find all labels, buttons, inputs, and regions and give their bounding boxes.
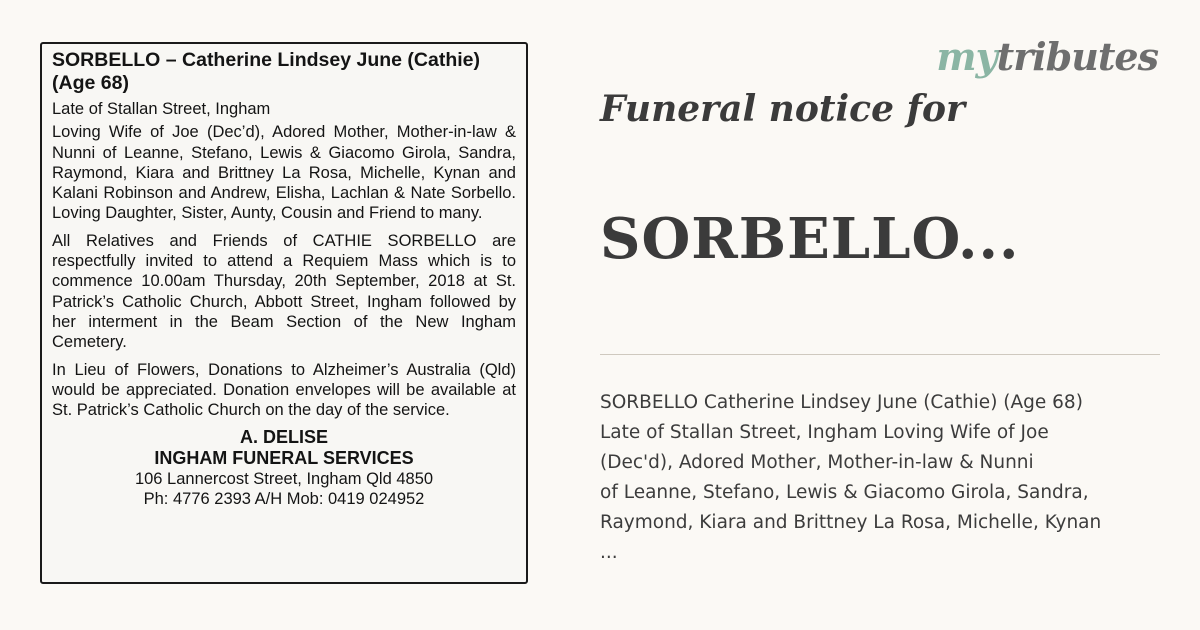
funeral-company-name: INGHAM FUNERAL SERVICES — [154, 448, 414, 469]
notice-address: Late of Stallan Street, Ingham — [52, 100, 271, 118]
summary-line: Raymond, Kiara and Brittney La Rosa, Michelle, Kynan — [600, 512, 1102, 533]
notice-donations: In Lieu of Flowers, Donations to Alzheimer’s Australia (Qld) would be appreciated. Donation envelopes will be available at St. Patrick’s Catholic Church on the day of the service. — [52, 360, 516, 420]
summary-line: of Leanne, Stefano, Lewis & Giacomo Girola, Sandra, — [600, 482, 1089, 503]
page-subtitle: Funeral notice for — [600, 88, 965, 130]
page-title: SORBELLO... — [600, 206, 1020, 272]
logo-tributes: tributes — [996, 34, 1158, 79]
mytributes-logo[interactable] — [936, 34, 1158, 79]
notice-summary — [600, 388, 1160, 568]
notice-service-details: All Relatives and Friends of CATHIE SORBELLO are respectfully invited to attend a Requiem Mass which is to commence 10.00am Thursday, 20th September, 2018 at St. Patrick’s Catholic Church, Abbott Street, Ingham followed by her interment in the Beam Section of the New Ingham Cemetery. — [52, 231, 516, 352]
funeral-company-phone: Ph: 4776 2393 A/H Mob: 0419 024952 — [143, 490, 425, 509]
funeral-company-address: 106 Lannercost Street, Ingham Qld 4850 — [134, 470, 434, 489]
summary-line: Late of Stallan Street, Ingham Loving Wife of Joe — [600, 422, 1049, 443]
summary-line: SORBELLO Catherine Lindsey June (Cathie) (Age 68) — [600, 392, 1083, 413]
divider — [600, 354, 1160, 355]
logo-my: my — [936, 34, 997, 79]
summary-ellipsis: ... — [600, 542, 618, 563]
funeral-director-block — [52, 427, 516, 509]
funeral-notice-image — [40, 42, 528, 584]
notice-title: SORBELLO – Catherine Lindsey June (Cathie) (Age 68) — [52, 49, 480, 94]
funeral-director-name: A. DELISE — [239, 427, 328, 448]
summary-line: (Dec'd), Adored Mother, Mother-in-law & Nunni — [600, 452, 1034, 473]
notice-family: Loving Wife of Joe (Dec’d), Adored Mother, Mother-in-law & Nunni of Leanne, Stefano, Lewis & Giacomo Girola, Sandra, Raymond, Kiara and Brittney La Rosa, Michelle, Kynan and Kalani Robinson and Andrew, Elisha, Lachlan & Nate Sorbello. Loving Daughter, Sister, Aunty, Cousin and Friend to many. — [52, 123, 516, 223]
